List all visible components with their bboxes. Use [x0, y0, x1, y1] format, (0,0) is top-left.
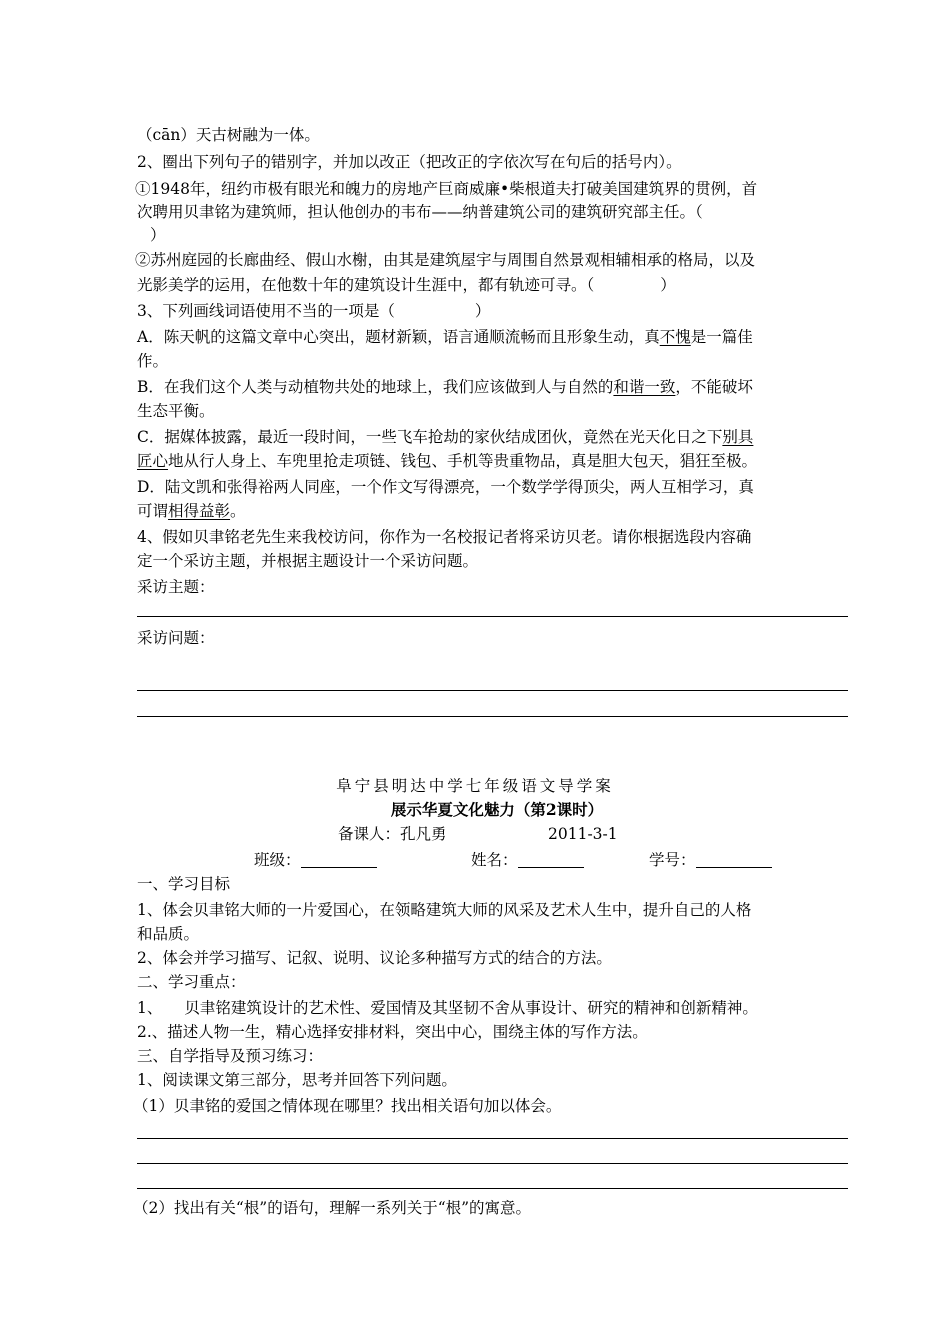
question-2-item-1: ①1948年，纽约市极有眼光和魄力的房地产巨商威廉•柴根道夫打破美国建筑界的贯例，首 — [135, 180, 758, 198]
id-input[interactable] — [696, 851, 772, 868]
q3-text: 3、下列画线词语使用不当的一项是（ — [137, 302, 395, 320]
name-label: 姓名： — [471, 851, 518, 869]
question-4: 4、假如贝聿铭老先生来我校访问，你作为一名校报记者将采访贝老。请你根据选段内容确 — [137, 528, 752, 546]
bracket-close: ） — [474, 302, 491, 320]
text-line: （cān）天古树融为一体。 — [137, 126, 320, 144]
key-point-1-text: 贝聿铭建筑设计的艺术性、爱国情及其坚韧不舍从事设计、研究的精神和创新精神。 — [184, 999, 758, 1017]
date: 2011-3-1 — [548, 825, 618, 843]
option-b-underlined: 和谐一致 — [613, 378, 676, 396]
class-label: 班级： — [254, 851, 301, 869]
key-point-1 — [137, 997, 758, 1019]
answer-line[interactable] — [137, 690, 848, 691]
question-2-item-1-cont: 次聘用贝聿铭为建筑师，担认他创办的韦布——纳普建筑公司的建筑研究部主任。（ — [137, 203, 703, 221]
option-b-cont: 生态平衡。 — [137, 402, 215, 420]
section-1-title: 一、学习目标 — [137, 875, 231, 893]
interview-question-label: 采访问题： — [137, 629, 215, 647]
option-a-post: 是一篇佳 — [690, 328, 753, 346]
option-c-post: 地从行人身上、车兜里抢走项链、钱包、手机等贵重物品，真是胆大包天，猖狂至极。 — [168, 452, 758, 470]
objective-2: 2、体会并学习描写、记叙、说明、议论多种描写方式的结合的方法。 — [137, 949, 612, 967]
preparer: 备课人：孔凡勇 — [338, 825, 447, 843]
question-4-cont: 定一个采访主题，并根据主题设计一个采访问题。 — [137, 552, 479, 570]
interview-theme-label: 采访主题： — [137, 578, 215, 596]
objective-1: 1、体会贝聿铭大师的一片爱国心，在领略建筑大师的风采及艺术人生中，提升自己的人格 — [137, 901, 752, 919]
option-c-pre: C．据媒体披露，最近一段时间，一些飞车抢劫的家伙结成团伙，竟然在光天化日之下 — [137, 428, 723, 446]
name-field — [471, 849, 584, 871]
answer-line[interactable] — [137, 1138, 848, 1139]
option-d-pre: 可谓 — [137, 502, 169, 520]
option-d-underlined: 相得益彰 — [168, 502, 231, 520]
id-field — [649, 849, 772, 871]
exercise-1-q1: （1）贝聿铭的爱国之情体现在哪里？找出相关语句加以体会。 — [133, 1097, 562, 1115]
exercise-1-q2: （2）找出有关“根”的语句，理解一系列关于“根”的寓意。 — [133, 1199, 532, 1217]
name-input[interactable] — [518, 851, 584, 868]
option-c-underlined-2: 匠心 — [137, 452, 169, 470]
lesson-title: 展示华夏文化魅力（第2课时） — [390, 800, 604, 819]
option-d: D．陆文凯和张得裕两人同座，一个作文写得漂亮，一个数学学得顶尖，两人互相学习，真 — [137, 478, 754, 496]
option-a-cont: 作。 — [137, 352, 169, 370]
answer-line[interactable] — [137, 716, 848, 717]
section-2-title: 二、学习重点： — [137, 973, 246, 991]
item-text: 光影美学的运用，在他数十年的建筑设计生涯中，都有轨迹可寻。（ — [137, 276, 595, 294]
question-2-item-2: ②苏州庭园的长廊曲经、假山水榭，由其是建筑屋宇与周围自然景观相辅相承的格局，以及 — [135, 251, 756, 269]
bracket-close: ） — [660, 276, 676, 294]
option-b-pre: B．在我们这个人类与动植物共处的地球上，我们应该做到人与自然的 — [137, 378, 614, 396]
option-b — [137, 376, 753, 398]
option-a-pre: A．陈天帆的这篇文章中心突出，题材新颖，语言通顺流畅而且形象生动，真 — [137, 328, 660, 346]
key-point-1-num: 1、 — [137, 999, 163, 1017]
section-3-title: 三、自学指导及预习练习： — [137, 1047, 324, 1065]
objective-1-cont: 和品质。 — [137, 925, 200, 943]
option-d-post: 。 — [230, 502, 246, 520]
answer-line[interactable] — [137, 1163, 848, 1164]
option-d-cont — [137, 500, 246, 522]
question-3-title — [137, 300, 490, 322]
answer-bracket-close: ） — [150, 226, 166, 244]
question-2-title: 2、圈出下列句子的错别字，并加以改正（把改正的字依次写在句后的括号内）。 — [137, 153, 682, 171]
option-b-post: ，不能破坏 — [675, 378, 753, 396]
class-field — [254, 849, 377, 871]
school-title: 阜宁县明达中学七年级语文导学案 — [336, 777, 614, 795]
class-input[interactable] — [301, 851, 377, 868]
key-point-2: 2.、描述人物一生，精心选择安排材料，突出中心，围绕主体的写作方法。 — [137, 1023, 648, 1041]
option-c-cont — [137, 450, 757, 472]
option-a-underlined: 不愧 — [659, 328, 691, 346]
option-c-underlined: 别具 — [722, 428, 754, 446]
question-2-item-2-cont — [137, 274, 676, 296]
exercise-1: 1、阅读课文第三部分，思考并回答下列问题。 — [137, 1071, 457, 1089]
answer-line[interactable] — [137, 616, 848, 617]
option-c — [137, 426, 753, 448]
answer-line[interactable] — [137, 1188, 848, 1189]
id-label: 学号： — [649, 851, 696, 869]
option-a — [137, 326, 753, 348]
